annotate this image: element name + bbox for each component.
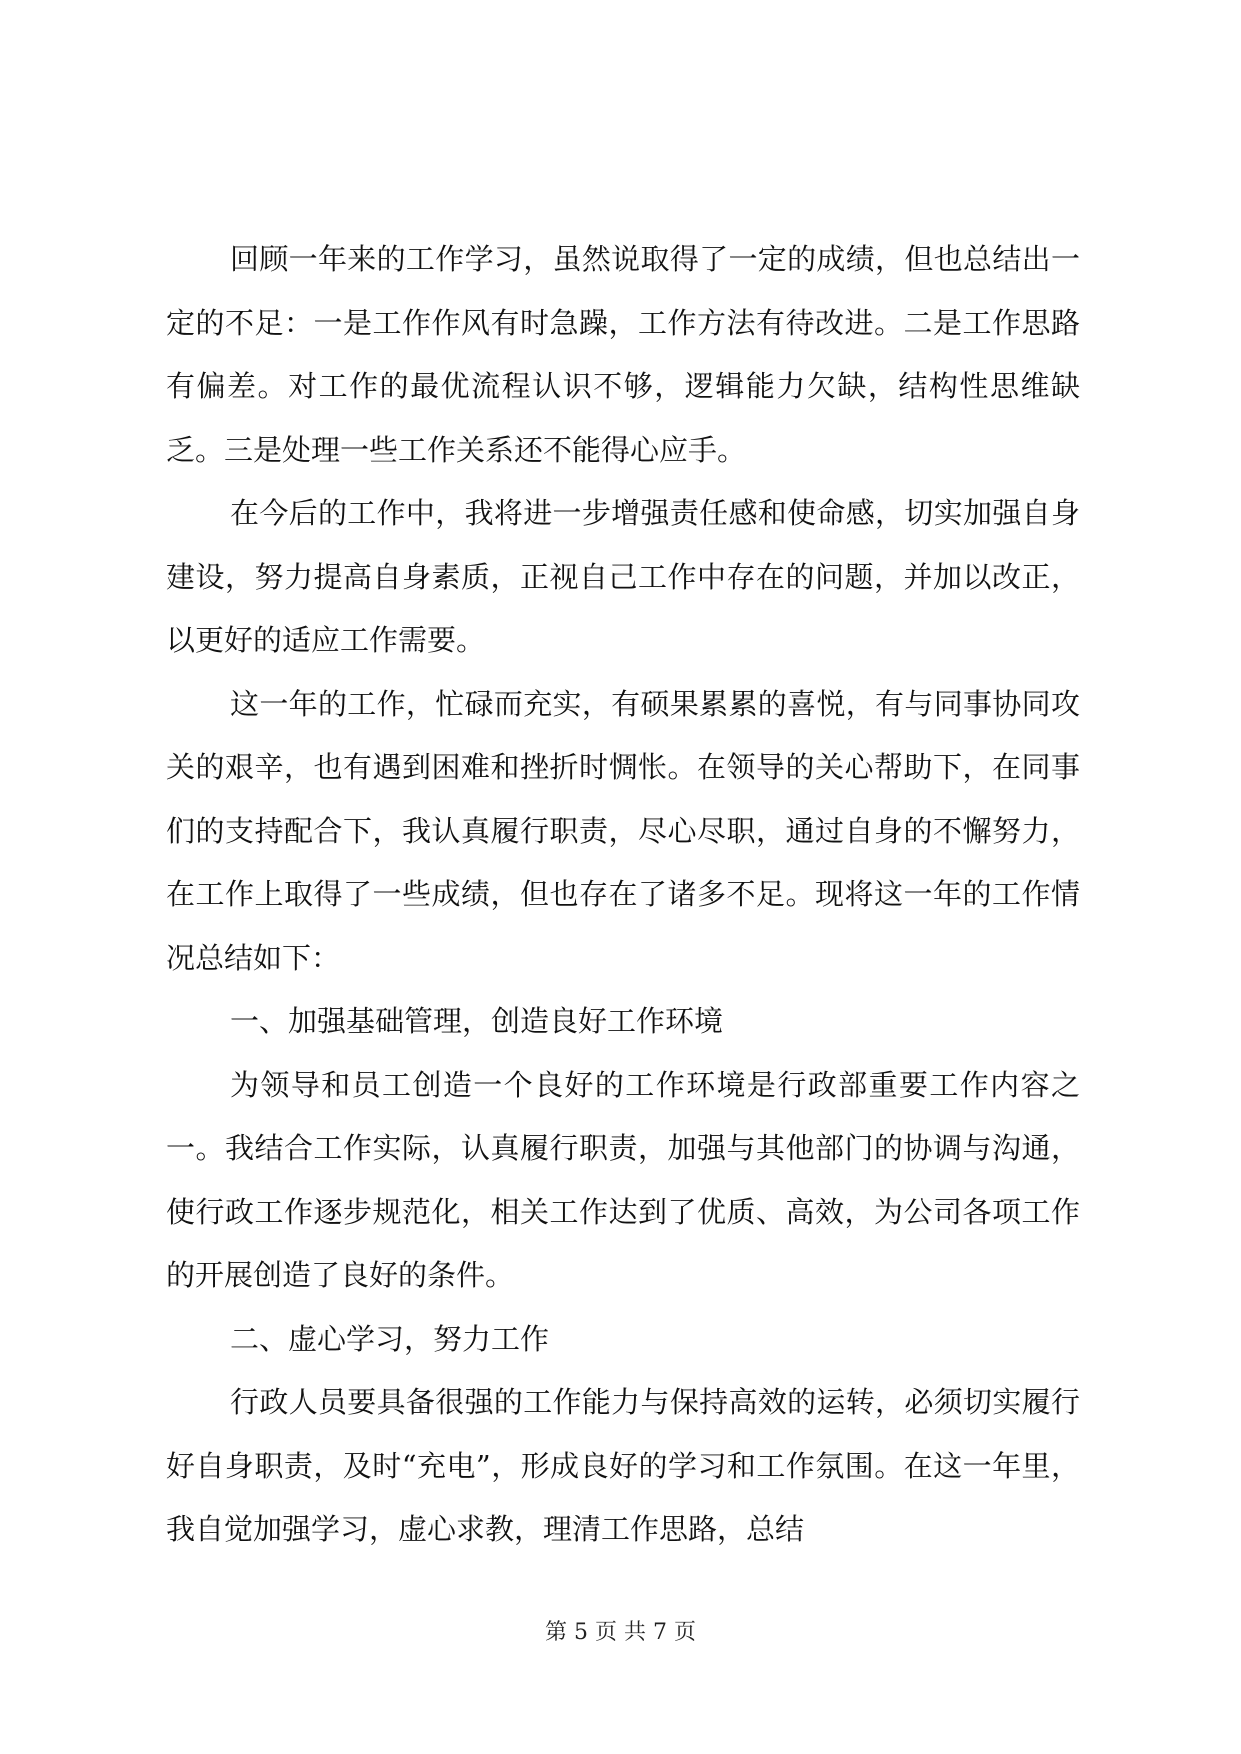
section-heading-basic-management: 一、加强基础管理，创造良好工作环境: [230, 1004, 724, 1038]
paragraph-admin-staff: 行政人员要具备很强的工作能力与保持高效的运转，必须切实履行好自身职责，及时“充电”，形成良好的学习和工作氛围。在这一年里，我自觉加强学习，虚心求教，理清工作思路，总结: [166, 1385, 1080, 1546]
paragraph-future-work: 在今后的工作中，我将进一步增强责任感和使命感，切实加强自身建设，努力提高自身素质，正视自己工作中存在的问题，并加以改正，以更好的适应工作需要。: [166, 496, 1080, 657]
paragraph-work-environment: 为领导和员工创造一个良好的工作环境是行政部重要工作内容之一。我结合工作实际，认真履行职责，加强与其他部门的协调与沟通，使行政工作逐步规范化，相关工作达到了优质、高效，为公司各项工作的开展创造了良好的条件。: [166, 1067, 1080, 1292]
paragraph-review-shortcomings: 回顾一年来的工作学习，虽然说取得了一定的成绩，但也总结出一定的不足：一是工作作风有时急躁，工作方法有待改进。二是工作思路有偏差。对工作的最优流程认识不够，逻辑能力欠缺，结构性思维缺乏。三是处理一些工作关系还不能得心应手。: [166, 242, 1080, 467]
page-number-footer: 第 5 页 共 7 页: [545, 1620, 696, 1645]
paragraph-year-summary: 这一年的工作，忙碌而充实，有硕果累累的喜悦，有与同事协同攻关的艰辛，也有遇到困难和挫折时惆怅。在领导的关心帮助下，在同事们的支持配合下，我认真履行职责，尽心尽职，通过自身的不懈努力，在工作上取得了一些成绩，但也存在了诸多不足。现将这一年的工作情况总结如下：: [166, 686, 1080, 975]
document-body: [166, 228, 1080, 1562]
section-heading-learning: 二、虚心学习，努力工作: [230, 1321, 550, 1356]
